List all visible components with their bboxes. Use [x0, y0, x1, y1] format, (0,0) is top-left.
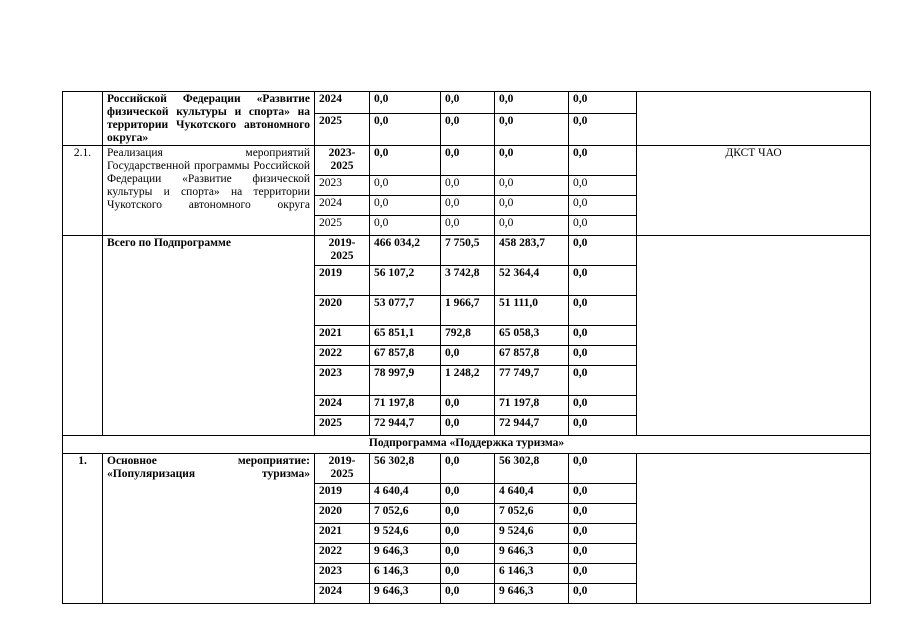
value-cell: 0,0 [495, 146, 569, 176]
year-cell: 2022 [315, 544, 370, 564]
value-cell: 0,0 [495, 176, 569, 196]
total-cell: 7 052,6 [370, 504, 441, 524]
total-cell: 0,0 [370, 92, 441, 114]
value-cell: 0,0 [569, 544, 637, 564]
value-cell: 7 750,5 [441, 236, 495, 266]
value-cell: 0,0 [441, 176, 495, 196]
total-cell: 53 077,7 [370, 296, 441, 326]
year-cell: 2021 [315, 524, 370, 544]
value-cell: 0,0 [569, 346, 637, 366]
value-cell: 9 646,3 [495, 584, 569, 604]
value-cell: 0,0 [441, 484, 495, 504]
value-cell: 0,0 [569, 366, 637, 396]
value-cell: 0,0 [569, 326, 637, 346]
row-number-cell [63, 92, 103, 146]
year-cell: 2024 [315, 196, 370, 216]
value-cell: 0,0 [495, 92, 569, 114]
row-number-cell [63, 236, 103, 436]
subprogram-title: Подпрограмма «Поддержка туризма» [63, 436, 871, 454]
value-cell: 65 058,3 [495, 326, 569, 346]
value-cell: 0,0 [569, 296, 637, 326]
value-cell: 0,0 [441, 454, 495, 484]
value-cell: 0,0 [569, 236, 637, 266]
value-cell: 0,0 [441, 92, 495, 114]
executor-cell: ДКСТ ЧАО [637, 146, 871, 236]
total-cell: 9 646,3 [370, 544, 441, 564]
value-cell: 0,0 [569, 524, 637, 544]
value-cell: 0,0 [569, 216, 637, 236]
value-cell: 0,0 [569, 196, 637, 216]
value-cell: 0,0 [569, 584, 637, 604]
total-cell: 9 646,3 [370, 584, 441, 604]
executor-cell [637, 454, 871, 604]
year-cell: 2023-2025 [315, 146, 370, 176]
value-cell: 67 857,8 [495, 346, 569, 366]
value-cell: 0,0 [569, 266, 637, 296]
value-cell: 0,0 [495, 216, 569, 236]
year-cell: 2020 [315, 296, 370, 326]
year-cell: 2024 [315, 584, 370, 604]
value-cell: 77 749,7 [495, 366, 569, 396]
value-cell: 4 640,4 [495, 484, 569, 504]
value-cell: 0,0 [441, 416, 495, 436]
value-cell: 0,0 [441, 584, 495, 604]
value-cell: 0,0 [569, 146, 637, 176]
value-cell: 1 248,2 [441, 366, 495, 396]
total-cell: 56 107,2 [370, 266, 441, 296]
value-cell: 0,0 [441, 524, 495, 544]
year-cell: 2020 [315, 504, 370, 524]
total-cell: 0,0 [370, 113, 441, 145]
value-cell: 0,0 [441, 113, 495, 145]
year-cell: 2019 [315, 484, 370, 504]
value-cell: 0,0 [569, 416, 637, 436]
year-cell: 2023 [315, 366, 370, 396]
value-cell: 52 364,4 [495, 266, 569, 296]
value-cell: 0,0 [569, 564, 637, 584]
year-cell: 2025 [315, 113, 370, 145]
year-cell: 2024 [315, 92, 370, 114]
value-cell: 56 302,8 [495, 454, 569, 484]
total-cell: 0,0 [370, 146, 441, 176]
row-number-cell: 2.1. [63, 146, 103, 236]
row-number-cell: 1. [63, 454, 103, 604]
value-cell: 0,0 [495, 196, 569, 216]
value-cell: 0,0 [569, 176, 637, 196]
value-cell: 1 966,7 [441, 296, 495, 326]
value-cell: 0,0 [441, 396, 495, 416]
total-cell: 9 524,6 [370, 524, 441, 544]
value-cell: 0,0 [441, 146, 495, 176]
total-cell: 65 851,1 [370, 326, 441, 346]
table-row [63, 436, 871, 454]
total-cell: 56 302,8 [370, 454, 441, 484]
budget-table [62, 91, 871, 604]
activity-name-cell: Реализация мероприятий Государственной программы Российской Федерации «Развитие физической культуры и спорта» на территории Чукотского автономного округа [103, 146, 315, 236]
value-cell: 6 146,3 [495, 564, 569, 584]
executor-cell [637, 236, 871, 436]
total-cell: 72 944,7 [370, 416, 441, 436]
executor-cell [637, 92, 871, 146]
value-cell: 0,0 [569, 396, 637, 416]
table-row [63, 92, 871, 114]
total-cell: 6 146,3 [370, 564, 441, 584]
year-cell: 2025 [315, 416, 370, 436]
year-cell: 2019-2025 [315, 454, 370, 484]
total-cell: 0,0 [370, 216, 441, 236]
total-cell: 466 034,2 [370, 236, 441, 266]
value-cell: 792,8 [441, 326, 495, 346]
value-cell: 0,0 [569, 92, 637, 114]
value-cell: 0,0 [441, 544, 495, 564]
total-cell: 71 197,8 [370, 396, 441, 416]
value-cell: 0,0 [441, 196, 495, 216]
value-cell: 3 742,8 [441, 266, 495, 296]
value-cell: 0,0 [441, 504, 495, 524]
value-cell: 0,0 [441, 346, 495, 366]
year-cell: 2023 [315, 176, 370, 196]
table-row [63, 236, 871, 266]
value-cell: 0,0 [569, 113, 637, 145]
value-cell: 71 197,8 [495, 396, 569, 416]
value-cell: 72 944,7 [495, 416, 569, 436]
value-cell: 0,0 [441, 564, 495, 584]
value-cell: 7 052,6 [495, 504, 569, 524]
activity-name-cell: Всего по Подпрограмме [103, 236, 315, 436]
total-cell: 78 997,9 [370, 366, 441, 396]
year-cell: 2022 [315, 346, 370, 366]
year-cell: 2019 [315, 266, 370, 296]
table-row [63, 454, 871, 484]
year-cell: 2023 [315, 564, 370, 584]
total-cell: 0,0 [370, 196, 441, 216]
table-row [63, 146, 871, 176]
total-cell: 67 857,8 [370, 346, 441, 366]
value-cell: 51 111,0 [495, 296, 569, 326]
value-cell: 0,0 [441, 216, 495, 236]
value-cell: 0,0 [569, 504, 637, 524]
value-cell: 9 524,6 [495, 524, 569, 544]
year-cell: 2024 [315, 396, 370, 416]
value-cell: 458 283,7 [495, 236, 569, 266]
year-cell: 2021 [315, 326, 370, 346]
value-cell: 0,0 [495, 113, 569, 145]
activity-name-cell: Основное мероприятие: «Популяризация туризма» [103, 454, 315, 604]
activity-name-cell: Российской Федерации «Развитие физической культуры и спорта» на территории Чукотского автономного округа» [103, 92, 315, 146]
value-cell: 0,0 [569, 484, 637, 504]
year-cell: 2019-2025 [315, 236, 370, 266]
total-cell: 0,0 [370, 176, 441, 196]
value-cell: 9 646,3 [495, 544, 569, 564]
value-cell: 0,0 [569, 454, 637, 484]
total-cell: 4 640,4 [370, 484, 441, 504]
year-cell: 2025 [315, 216, 370, 236]
